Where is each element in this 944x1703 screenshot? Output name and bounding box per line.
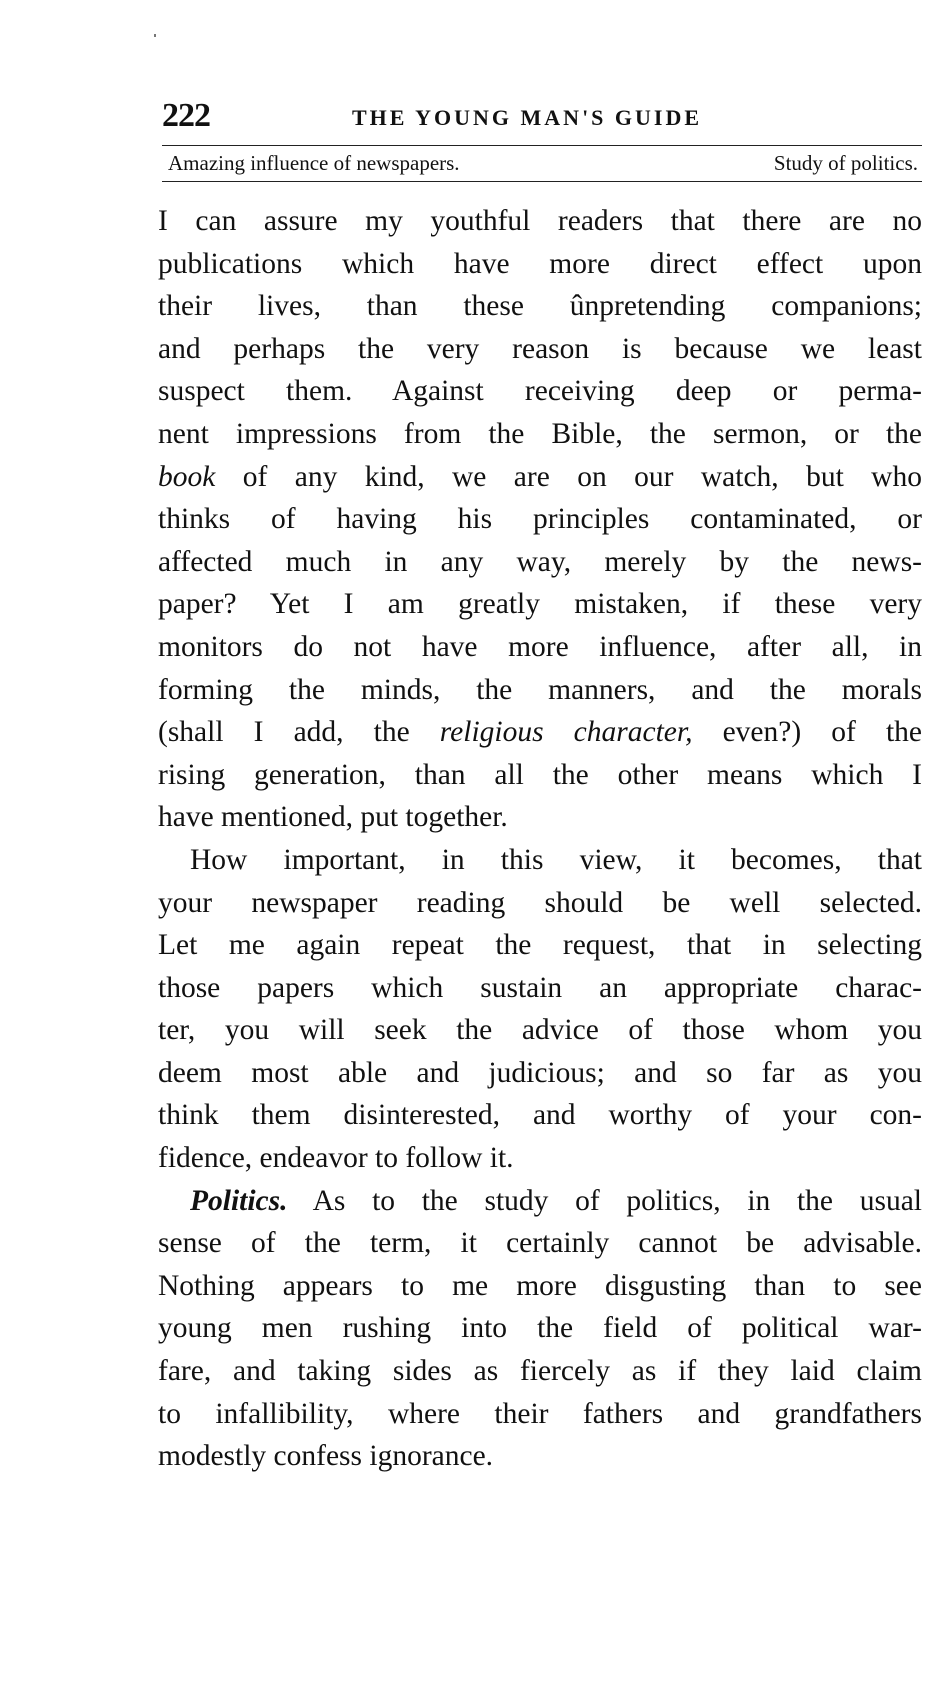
text-line: paper? Yet I am greatly mistaken, if these very — [158, 588, 922, 621]
text-line: monitors do not have more influence, after all, in — [158, 630, 922, 663]
page-header — [162, 96, 922, 136]
line-part: even?) of the — [692, 716, 923, 749]
header-rule-bottom — [162, 181, 922, 182]
text-line: thinks of having his principles contaminated, or — [158, 503, 922, 536]
line-rest: of any kind, we are on our watch, but who — [215, 460, 922, 493]
text-line: have mentioned, put together. — [158, 801, 508, 834]
text-line: Nothing appears to me more disgusting than to see — [158, 1269, 922, 1302]
text-line: and perhaps the very reason is because we least — [158, 332, 922, 365]
text-line: nent impressions from the Bible, the sermon, or the — [158, 417, 922, 450]
text-line: fidence, endeavor to follow it. — [158, 1142, 514, 1175]
line-part: (shall I add, the — [158, 716, 440, 749]
body-text — [158, 200, 922, 1478]
text-line: deem most able and judicious; and so far as you — [158, 1056, 922, 1089]
text-line: fare, and taking sides as fiercely as if they laid claim — [158, 1355, 922, 1388]
text-line: How important, in this view, it becomes, that — [190, 843, 922, 876]
text-line — [158, 1180, 922, 1223]
text-line: those papers which sustain an appropriate charac- — [158, 971, 922, 1004]
text-line: their lives, than these ûnpretending companions; — [158, 290, 922, 323]
text-line: publications which have more direct effect upon — [158, 247, 922, 280]
text-line: your newspaper reading should be well selected. — [158, 886, 922, 919]
text-line: sense of the term, it certainly cannot be advisable. — [158, 1227, 922, 1260]
text-line: I can assure my youthful readers that there are no — [158, 205, 922, 237]
text-line — [158, 711, 922, 754]
italic-phrase: religious character, — [439, 716, 693, 749]
text-line: modestly confess ignorance. — [158, 1440, 494, 1473]
text-line: forming the minds, the manners, and the morals — [158, 673, 922, 706]
line-rest: As to the study of politics, in the usual — [287, 1184, 922, 1217]
text-line: to infallibility, where their fathers and grandfathers — [158, 1397, 922, 1430]
text-line: young men rushing into the field of political war- — [158, 1312, 922, 1345]
text-line: think them disinterested, and worthy of your con- — [158, 1099, 922, 1132]
text-line: suspect them. Against receiving deep or perma- — [158, 375, 922, 408]
header-rule-top — [162, 145, 922, 146]
text-line: affected much in any way, merely by the news- — [158, 545, 922, 578]
running-title: THE YOUNG MAN'S GUIDE — [352, 105, 703, 130]
right-subhead: Study of politics. — [773, 151, 918, 175]
text-line: rising generation, than all the other means which I — [158, 758, 922, 791]
section-lead-politics: Politics. — [190, 1184, 288, 1217]
page-number: 222 — [162, 97, 210, 134]
text-line: ter, you will seek the advice of those whom you — [158, 1014, 922, 1047]
text-line — [158, 456, 922, 499]
text-line: Let me again repeat the request, that in selecting — [158, 929, 922, 962]
subheader — [162, 148, 922, 178]
ink-speck — [154, 34, 156, 37]
italic-word: book — [158, 460, 216, 493]
left-subhead: Amazing influence of newspapers. — [168, 151, 460, 175]
